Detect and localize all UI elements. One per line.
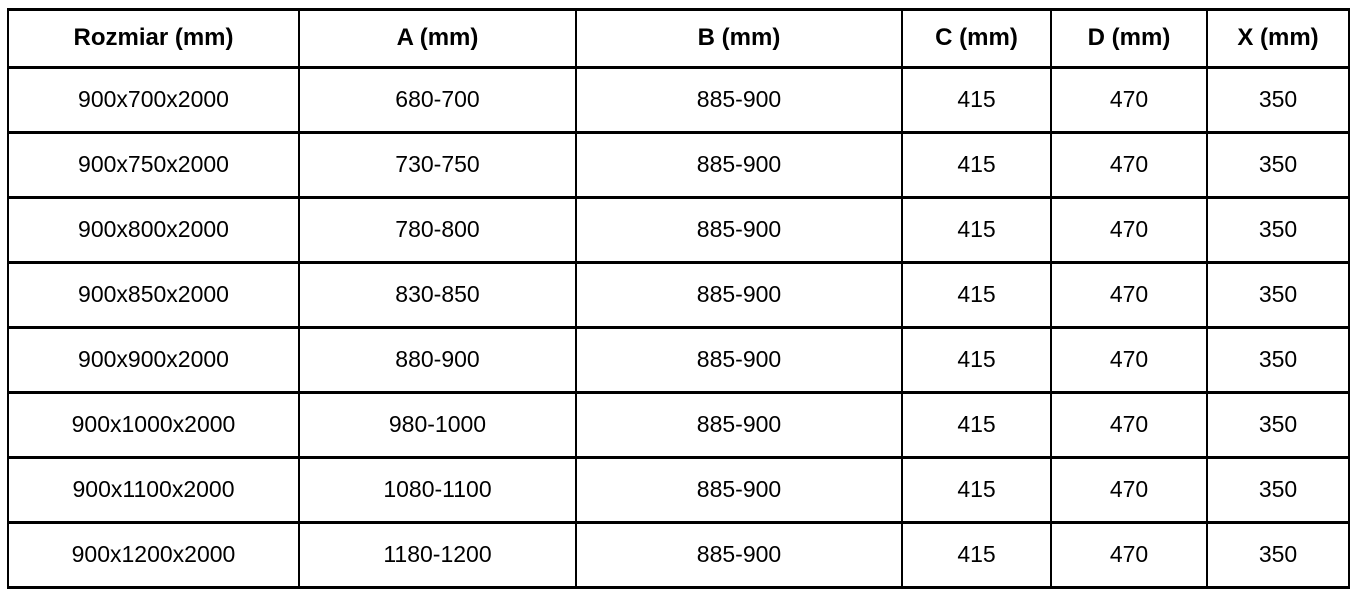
table-cell: 415: [902, 328, 1051, 393]
table-cell: 470: [1051, 198, 1207, 263]
table-cell: 350: [1207, 393, 1349, 458]
table-cell: 350: [1207, 198, 1349, 263]
table-cell: 900x1100x2000: [8, 458, 299, 523]
table-cell: 415: [902, 263, 1051, 328]
table-cell: 730-750: [299, 133, 576, 198]
table-cell: 470: [1051, 133, 1207, 198]
table-cell: 780-800: [299, 198, 576, 263]
table-cell: 415: [902, 133, 1051, 198]
table-cell: 470: [1051, 68, 1207, 133]
table-cell: 350: [1207, 133, 1349, 198]
table-cell: 350: [1207, 328, 1349, 393]
column-header-rozmiar: Rozmiar (mm): [8, 10, 299, 68]
table-cell: 885-900: [576, 263, 902, 328]
table-row: [8, 458, 1349, 523]
table-cell: 900x1200x2000: [8, 523, 299, 588]
table-cell: 900x700x2000: [8, 68, 299, 133]
table-row: [8, 393, 1349, 458]
table-cell: 350: [1207, 68, 1349, 133]
table-row: [8, 68, 1349, 133]
table-cell: 350: [1207, 263, 1349, 328]
table-cell: 470: [1051, 523, 1207, 588]
table-cell: 830-850: [299, 263, 576, 328]
table-cell: 415: [902, 198, 1051, 263]
column-header-b: B (mm): [576, 10, 902, 68]
table-row: [8, 523, 1349, 588]
table-cell: 900x800x2000: [8, 198, 299, 263]
table-header: [8, 10, 1349, 68]
table-cell: 470: [1051, 393, 1207, 458]
table-cell: 415: [902, 523, 1051, 588]
column-header-d: D (mm): [1051, 10, 1207, 68]
table-cell: 415: [902, 68, 1051, 133]
table-cell: 350: [1207, 523, 1349, 588]
table-body: [8, 68, 1349, 588]
table-cell: 470: [1051, 328, 1207, 393]
table-cell: 415: [902, 458, 1051, 523]
table-cell: 350: [1207, 458, 1349, 523]
table-cell: 885-900: [576, 393, 902, 458]
column-header-x: X (mm): [1207, 10, 1349, 68]
table-cell: 885-900: [576, 198, 902, 263]
table-cell: 1180-1200: [299, 523, 576, 588]
table-cell: 885-900: [576, 458, 902, 523]
table-row: [8, 263, 1349, 328]
table-cell: 900x1000x2000: [8, 393, 299, 458]
table-cell: 885-900: [576, 523, 902, 588]
table-cell: 415: [902, 393, 1051, 458]
table-cell: 680-700: [299, 68, 576, 133]
table-row: [8, 328, 1349, 393]
table-cell: 980-1000: [299, 393, 576, 458]
table-cell: 885-900: [576, 328, 902, 393]
table-cell: 900x900x2000: [8, 328, 299, 393]
table-cell: 470: [1051, 458, 1207, 523]
table-row: [8, 198, 1349, 263]
table-cell: 900x850x2000: [8, 263, 299, 328]
column-header-a: A (mm): [299, 10, 576, 68]
table-cell: 900x750x2000: [8, 133, 299, 198]
header-row: [8, 10, 1349, 68]
column-header-c: C (mm): [902, 10, 1051, 68]
table-cell: 885-900: [576, 133, 902, 198]
table-row: [8, 133, 1349, 198]
table-cell: 470: [1051, 263, 1207, 328]
table-cell: 1080-1100: [299, 458, 576, 523]
table-cell: 885-900: [576, 68, 902, 133]
table-cell: 880-900: [299, 328, 576, 393]
size-specification-table: [7, 8, 1350, 589]
